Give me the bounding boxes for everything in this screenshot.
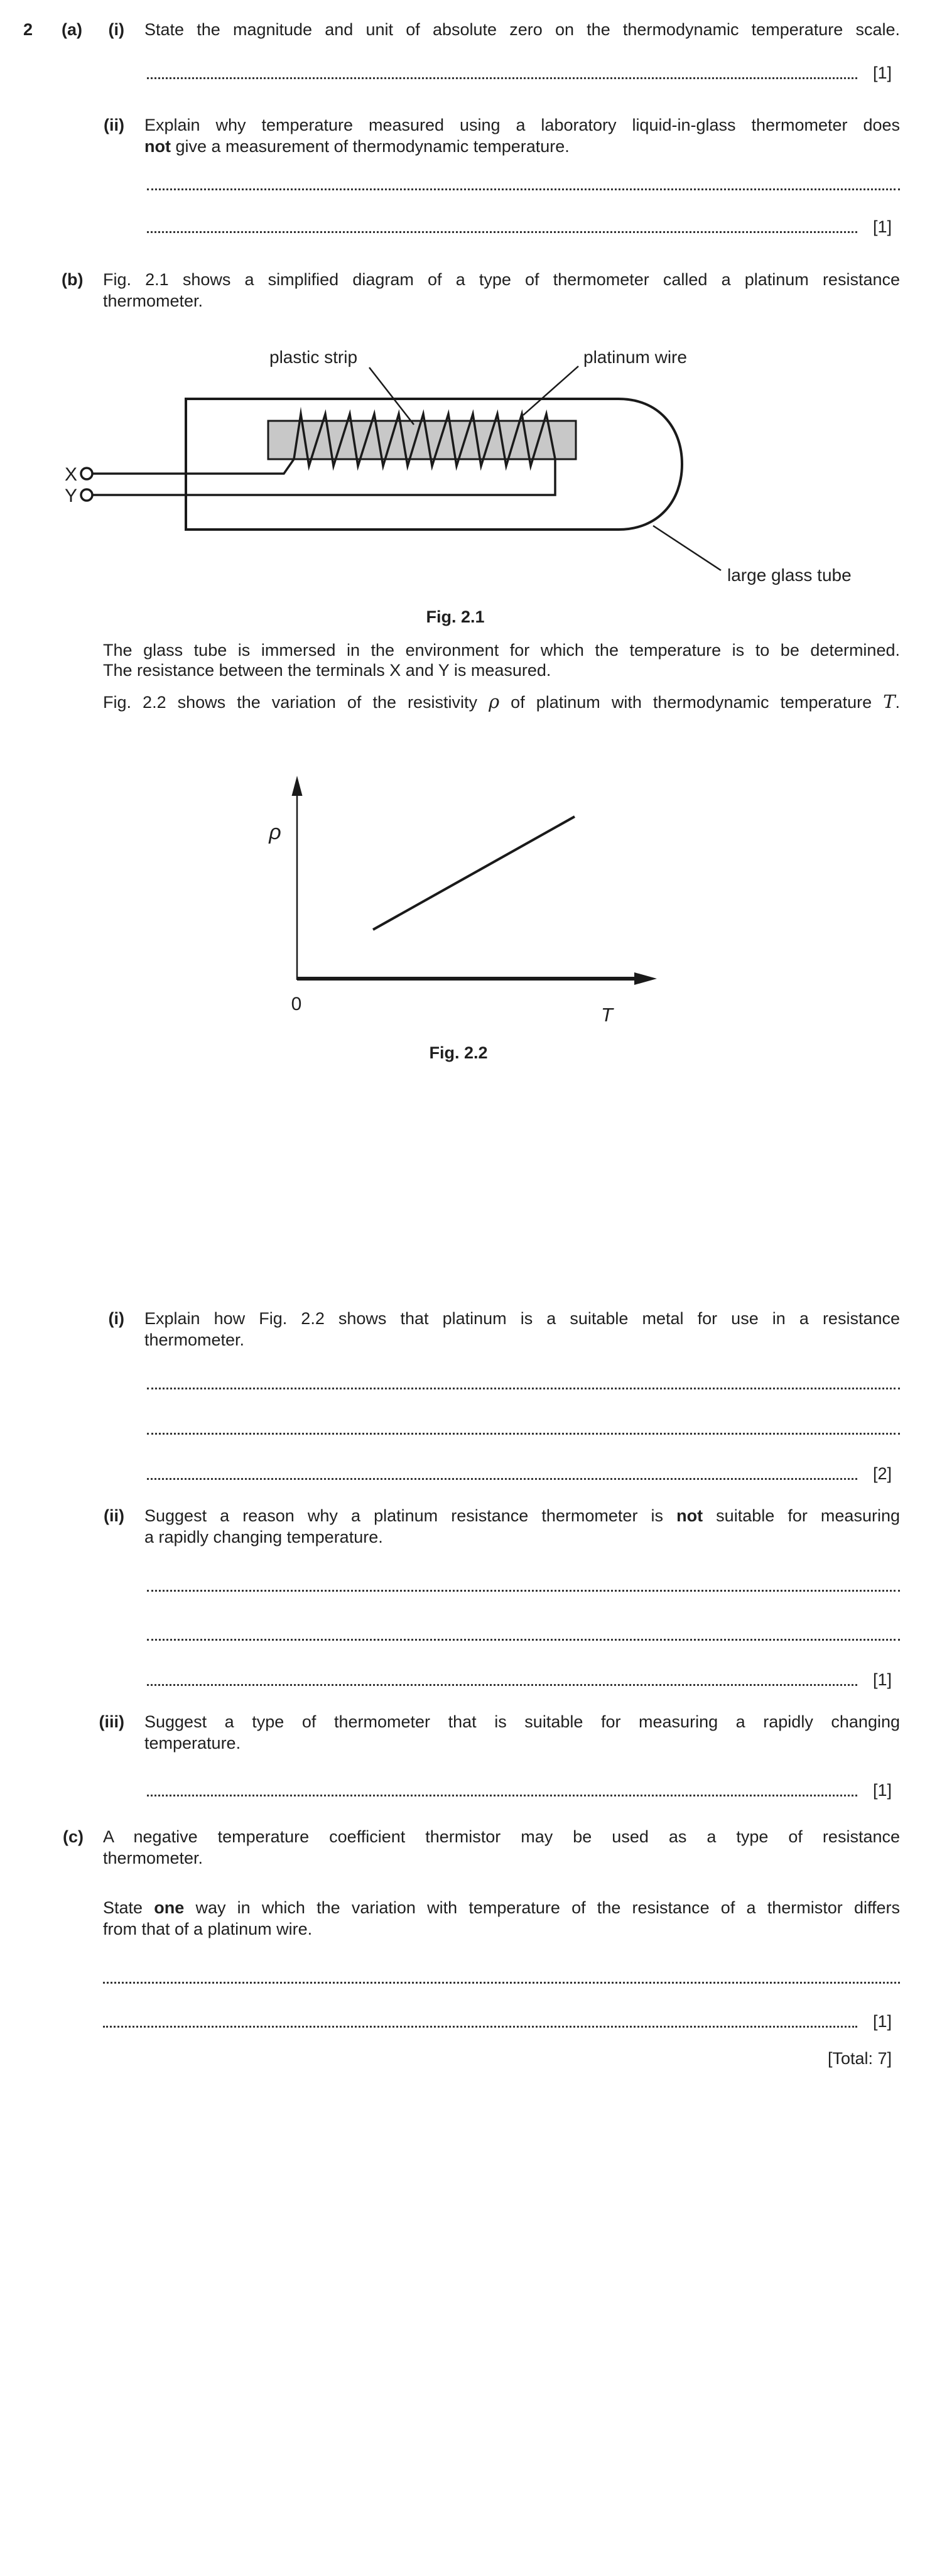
figure-caption-2-1: Fig. 2.1 <box>426 607 485 626</box>
question-text-a-ii-line2 <box>144 136 900 157</box>
answer-dotted-line <box>147 1478 857 1480</box>
x-axis-label-T: T <box>601 1004 613 1026</box>
part-label-a: (a) <box>62 20 82 39</box>
question-text-b-iii-line1: Suggest a type of thermometer that is suitable for measuring a rapidly changing <box>144 1712 900 1731</box>
data-line <box>373 817 575 930</box>
bold-word-not: not <box>144 137 171 156</box>
answer-dotted-line <box>147 1684 857 1686</box>
answer-dotted-line <box>147 1590 900 1592</box>
label-large-glass-tube: large glass tube <box>727 565 852 585</box>
mark-badge-a-ii: [1] <box>872 217 892 236</box>
body-text-para2 <box>103 691 900 713</box>
origin-zero-label: 0 <box>291 994 302 1014</box>
answer-dotted-line <box>147 231 857 233</box>
y-axis-label-rho: ρ <box>269 820 281 844</box>
mark-badge-c: [1] <box>872 2012 892 2031</box>
para2-post: . <box>895 693 900 712</box>
b-ii-line1-post: suitable for measuring <box>703 1506 900 1525</box>
question-text-c-para2-line2: from that of a platinum wire. <box>103 1920 313 1938</box>
mark-badge-b-ii: [1] <box>872 1670 892 1689</box>
question-text-b-i-line2: thermometer. <box>144 1330 245 1349</box>
answer-dotted-line <box>103 2026 857 2028</box>
figure-2-2 <box>0 747 942 1043</box>
question-text-b-line1: Fig. 2.1 shows a simplified diagram of a type of thermometer called a platinum resistance <box>103 270 900 289</box>
body-text-para1-line1: The glass tube is immersed in the environment for which the temperature is to be determined. <box>103 641 900 660</box>
mark-badge-b-i: [2] <box>872 1464 892 1483</box>
rho-symbol: ρ <box>489 691 500 712</box>
answer-dotted-line <box>147 1433 900 1435</box>
para2-pre: Fig. 2.2 shows the variation of the resistivity <box>103 693 489 712</box>
question-text-a-ii-line1: Explain why temperature measured using a laboratory liquid-in-glass thermometer does <box>144 116 900 134</box>
T-symbol: T <box>883 691 896 712</box>
question-number: 2 <box>23 20 33 39</box>
part-label-b: (b) <box>62 270 84 289</box>
b-ii-line1-pre: Suggest a reason why a platinum resistance thermometer is <box>144 1506 677 1525</box>
para2-mid: of platinum with thermodynamic temperature <box>499 693 884 712</box>
figure-2-1 <box>0 314 942 603</box>
glass-tube-outline <box>186 399 682 530</box>
c-para2-post: way in which the variation with temperature of the resistance of a thermistor differs <box>184 1898 900 1917</box>
bold-word-not: not <box>676 1506 703 1525</box>
subpart-label-b-iii: (iii) <box>99 1712 124 1731</box>
question-text-b-ii-line1 <box>144 1505 900 1526</box>
question-text-a-i: State the magnitude and unit of absolute zero on the thermodynamic temperature scale. <box>144 20 900 39</box>
c-para2-pre: State <box>103 1898 154 1917</box>
leader-line-large-glass-tube <box>653 526 721 570</box>
x-axis-arrowhead <box>634 972 657 985</box>
terminal-y-label: Y <box>65 486 78 506</box>
terminal-x-circle <box>81 468 92 479</box>
question-text-c-line1: A negative temperature coefficient thermistor may be used as a type of resistance <box>103 1827 900 1846</box>
mark-badge-a-i: [1] <box>872 63 892 82</box>
question-text-c-para2-line1 <box>103 1897 900 1918</box>
body-text-para1-line2: The resistance between the terminals X and Y is measured. <box>103 661 551 680</box>
question-text-b-line2: thermometer. <box>103 291 203 310</box>
terminal-x-label: X <box>65 464 78 485</box>
plastic-strip-rect <box>268 421 576 459</box>
answer-dotted-line <box>147 188 900 190</box>
terminal-y-circle <box>81 489 92 501</box>
mark-badge-b-iii: [1] <box>872 1781 892 1800</box>
total-marks: [Total: 7] <box>827 2049 892 2068</box>
subpart-label-a-i: (i) <box>108 20 124 39</box>
question-text-b-iii-line2: temperature. <box>144 1734 241 1753</box>
figure-caption-2-2: Fig. 2.2 <box>429 1043 488 1062</box>
question-text-b-i-line1: Explain how Fig. 2.2 shows that platinum is a suitable metal for use in a resistance <box>144 1309 900 1328</box>
y-axis-arrowhead <box>292 776 303 796</box>
question-text-b-ii-line2: a rapidly changing temperature. <box>144 1528 383 1546</box>
answer-dotted-line <box>147 1388 900 1389</box>
label-platinum-wire: platinum wire <box>583 347 687 367</box>
label-plastic-strip: plastic strip <box>269 347 358 367</box>
question-text-c-line2: thermometer. <box>103 1849 203 1867</box>
answer-dotted-line <box>147 77 857 79</box>
answer-dotted-line <box>147 1795 857 1796</box>
question-text-a-ii-line2-rest: give a measurement of thermodynamic temperature. <box>170 137 570 156</box>
subpart-label-b-ii: (ii) <box>104 1506 124 1525</box>
part-label-c: (c) <box>63 1827 84 1846</box>
bold-word-one: one <box>154 1898 185 1917</box>
answer-dotted-line <box>147 1639 900 1641</box>
subpart-label-b-i: (i) <box>108 1309 124 1328</box>
subpart-label-a-ii: (ii) <box>104 116 124 134</box>
answer-dotted-line <box>103 1982 900 1984</box>
